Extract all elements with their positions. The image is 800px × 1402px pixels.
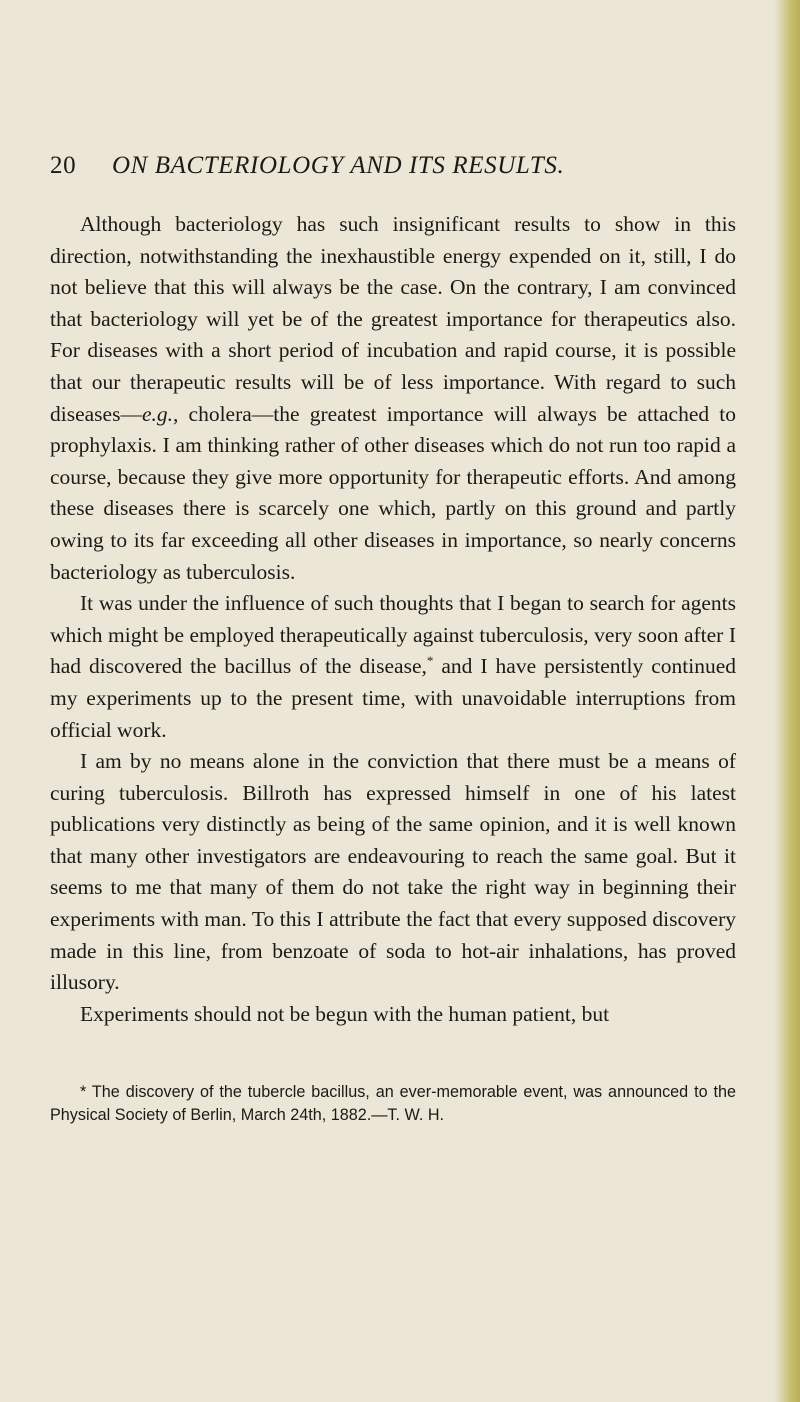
body-text: [50, 209, 736, 1030]
paragraph-2: [50, 588, 736, 746]
paragraph-2-text-a: It was under the influence of such thoughts that I began to search for agents which might be employed therapeutically against tuberculosis, very soon after I had discovered the bacillus of the disease,: [50, 591, 736, 679]
paragraph-3: I am by no means alone in the conviction that there must be a means of curing tuberculosis. Billroth has expressed himself in one of his latest publications very distinctly as being of the same opinion, and it is well known that many other investigators are endeavouring to reach the same goal. But it seems to me that many of them do not take the right way in beginning their experiments with man. To this I attribute the fact that every supposed discovery made in this line, from benzoate of soda to hot-air inhalations, has proved illusory.: [50, 749, 736, 995]
paragraph-1-text-b: , cholera—the greatest importance will always be attached to prophylaxis. I am thinking rather of other diseases which do not run too rapid a course, because they give more opportunity for therapeutic efforts. And among these diseases there is scarcely one which, partly on this ground and partly owing to its far exceeding all other diseases in importance, so nearly concerns bacteriology as tuberculosis.: [50, 401, 736, 584]
paragraph-1-italic: e.g.: [141, 401, 173, 426]
page-number: 20: [50, 152, 77, 179]
paragraph-4: Experiments should not be begun with the human patient, but: [80, 1001, 610, 1026]
paragraph-1: [50, 209, 736, 588]
footnote: [50, 1081, 736, 1127]
running-head: [50, 152, 750, 184]
running-title: ON BACTERIOLOGY AND ITS RESULTS.: [112, 152, 565, 179]
footnote-text: * The discovery of the tubercle bacillus, an ever-memorable event, was announced to the Physical Society of Berlin, March 24th, 1882.—T. W. H.: [50, 1083, 736, 1124]
paragraph-2-text-b: and I have persistently continued my experiments up to the present time, with unavoidable interruptions from official work.: [50, 654, 736, 742]
page-edge-shadow: [774, 0, 800, 1402]
footnote-marker: *: [426, 653, 434, 669]
paragraph-1-text-a: Although bacteriology has such insignificant results to show in this direction, notwithstanding the inexhaustible energy expended on it, still, I do not believe that this will always be the case. On the contrary, I am convinced that bacteriology will yet be of the greatest importance for therapeutics also. For diseases with a short period of incubation and rapid course, it is possible that our therapeutic results will be of less importance. With regard to such diseases—: [50, 212, 736, 426]
